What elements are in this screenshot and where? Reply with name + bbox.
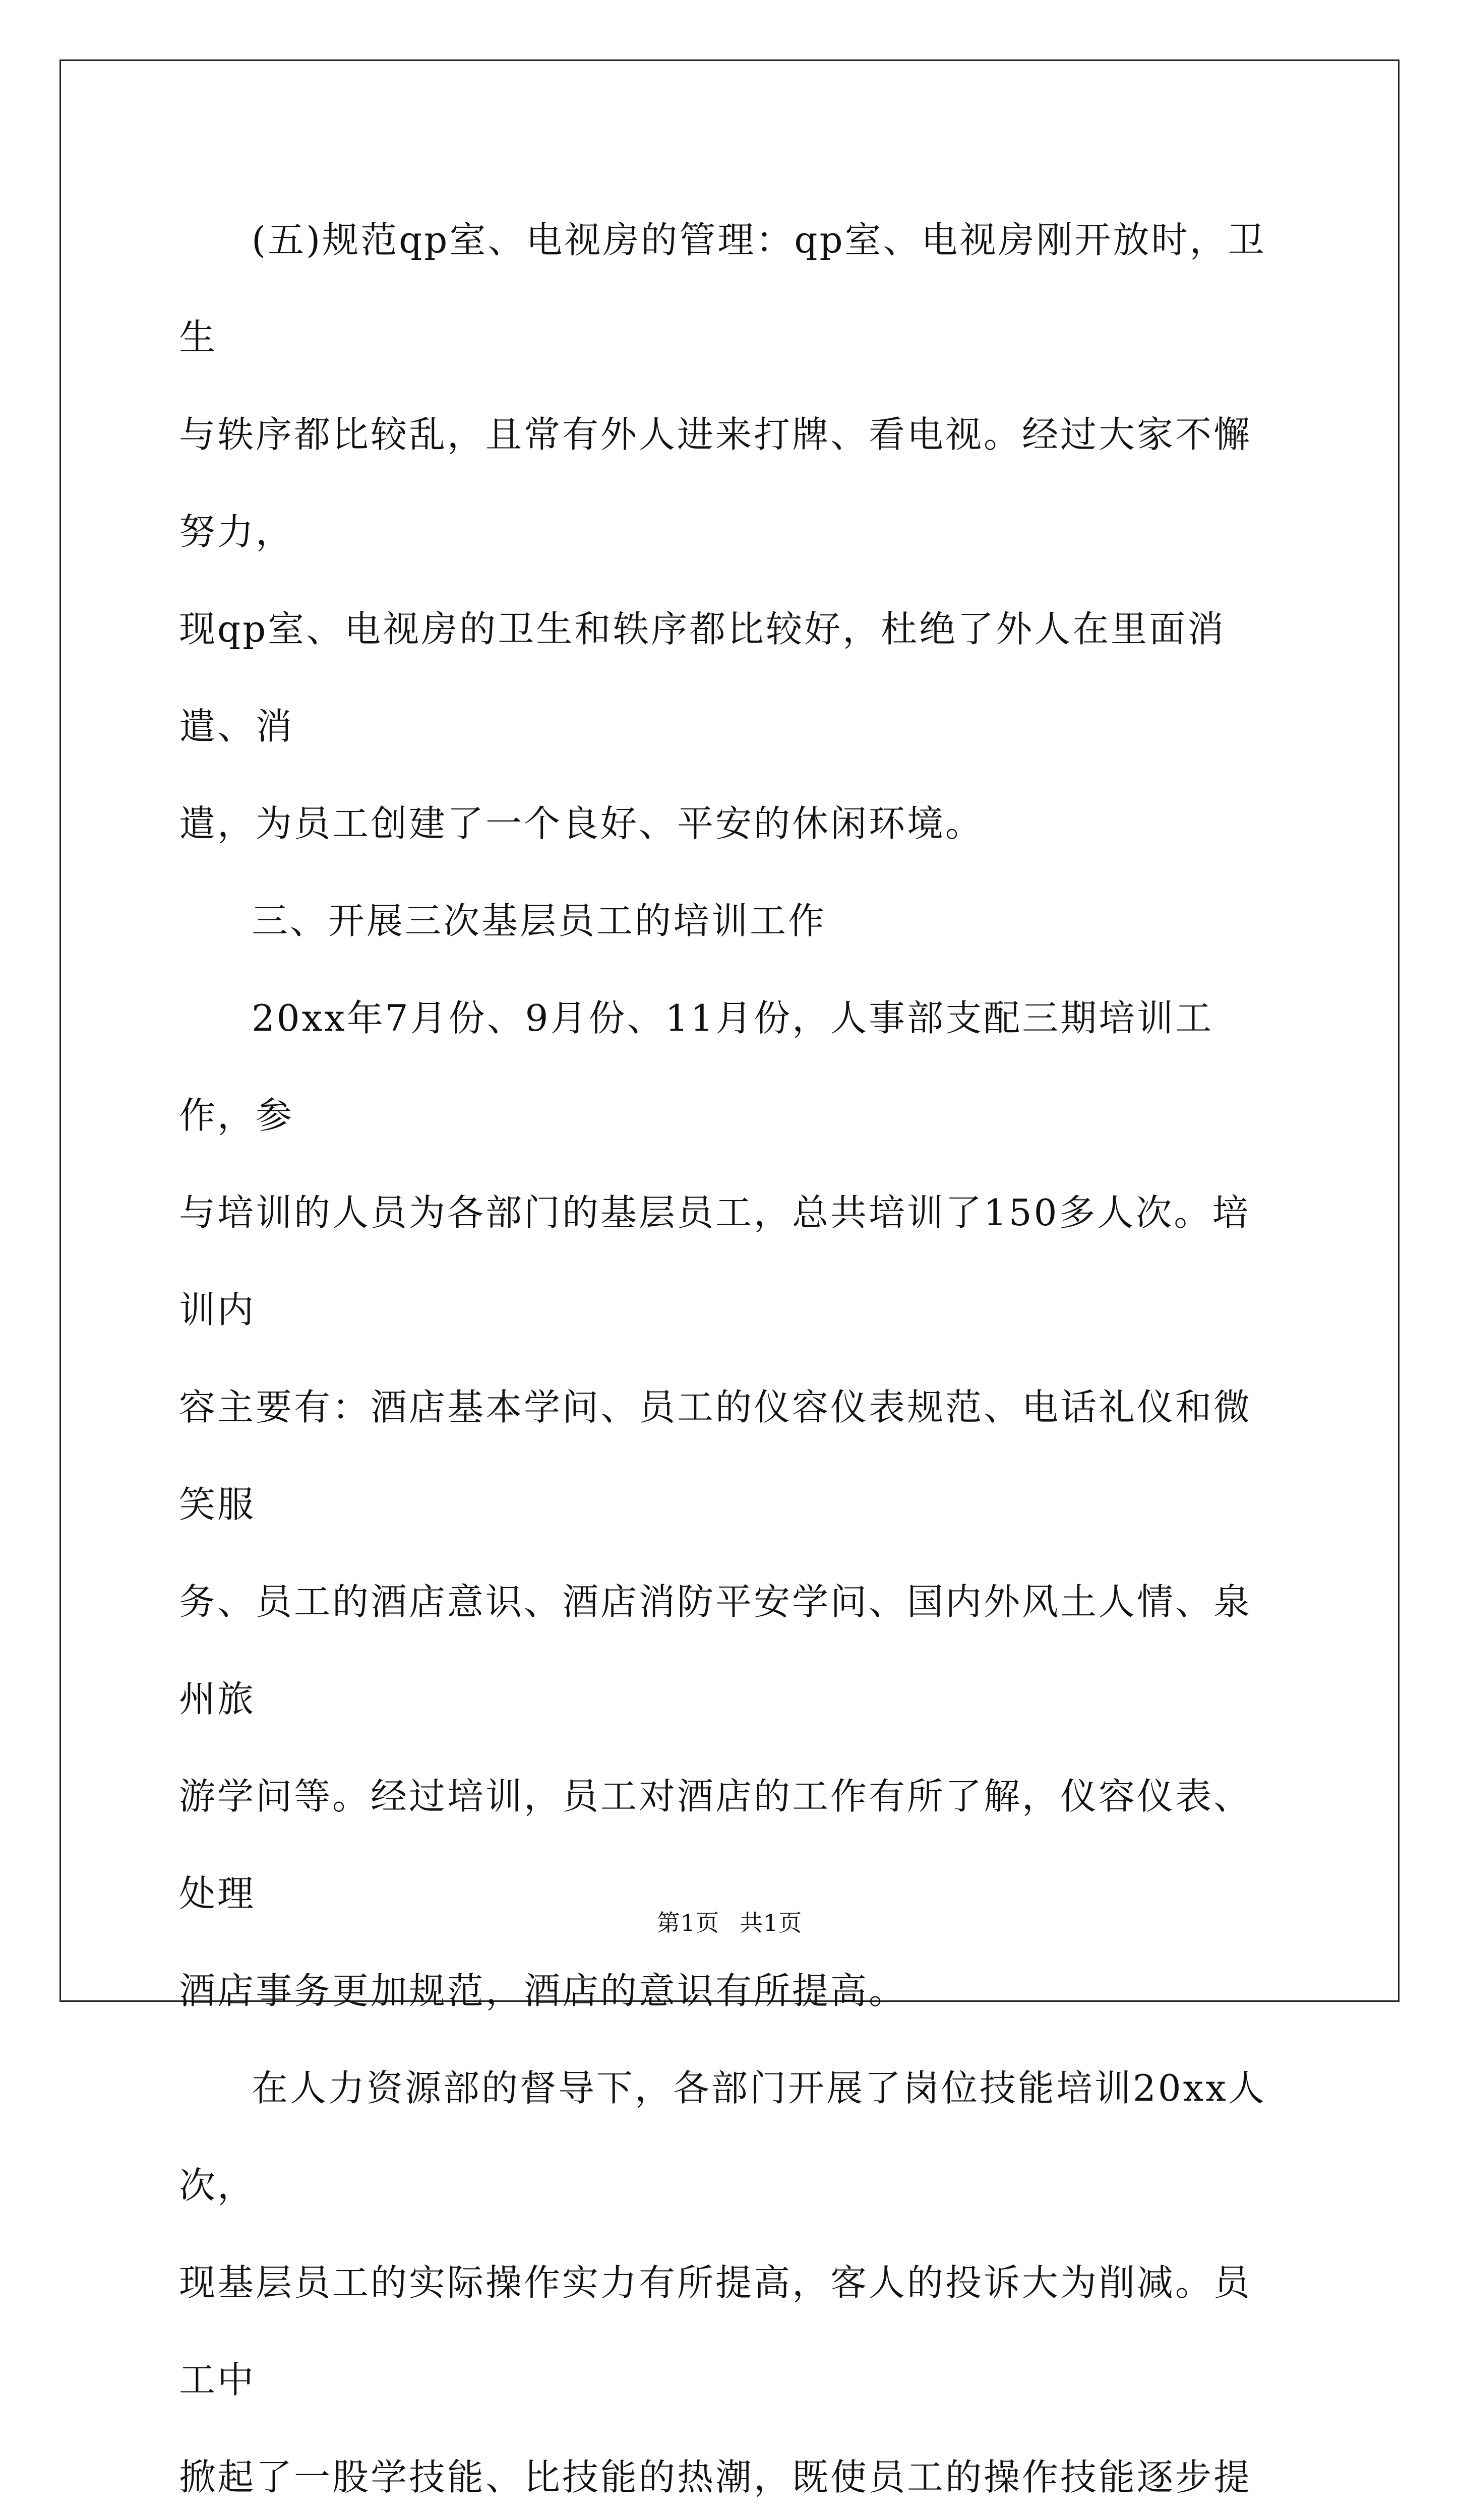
- text-line: 20xx年7月份、9月份、11月份，人事部支配三期培训工作，参: [179, 997, 1214, 1137]
- page-footer: [0, 1908, 1459, 1938]
- paragraph-training-schedule: [179, 970, 1278, 2040]
- paragraph-section-five: [179, 192, 1278, 872]
- text-line: 游学问等。经过培训，员工对酒店的工作有所了解，仪容仪表、处理: [179, 1775, 1252, 1915]
- section-heading: 三、开展三次基层员工的培训工作: [252, 900, 827, 942]
- text-line: (五)规范qp室、电视房的管理：qp室、电视房刚开放时，卫生: [179, 219, 1266, 358]
- text-line: 遣，为员工创建了一个良好、平安的休闲环境。: [179, 802, 984, 845]
- text-line: 现基层员工的实际操作实力有所提高，客人的投诉大为削减。员工中: [179, 2261, 1252, 2401]
- text-line: 掀起了一股学技能、比技能的热潮，既使员工的操作技能逐步提: [179, 2456, 1252, 2498]
- text-line: 现qp室、电视房的卫生和轶序都比较好，杜绝了外人在里面消遣、消: [179, 608, 1226, 747]
- text-line: 务、员工的酒店意识、酒店消防平安学问、国内外风土人情、泉州旅: [179, 1581, 1252, 1720]
- text-line: 与轶序都比较乱，且常有外人进来打牌、看电视。经过大家不懈努力，: [179, 413, 1252, 553]
- page-number-current: 第1页: [656, 1909, 719, 1936]
- section-heading-training: [179, 872, 1278, 970]
- document-body: [179, 192, 1278, 2520]
- text-line: 酒店事务更加规范，酒店的意识有所提高。: [179, 1970, 907, 2012]
- text-line: 容主要有：酒店基本学问、员工的仪容仪表规范、电话礼仪和微笑服: [179, 1386, 1252, 1526]
- page-number-total: 共1页: [740, 1909, 803, 1936]
- paragraph-hr-supervision: [179, 2040, 1278, 2520]
- text-line: 与培训的人员为各部门的基层员工，总共培训了150多人次。培训内: [179, 1191, 1251, 1331]
- text-line: 在人力资源部的督导下，各部门开展了岗位技能培训20xx人次，: [179, 2067, 1266, 2207]
